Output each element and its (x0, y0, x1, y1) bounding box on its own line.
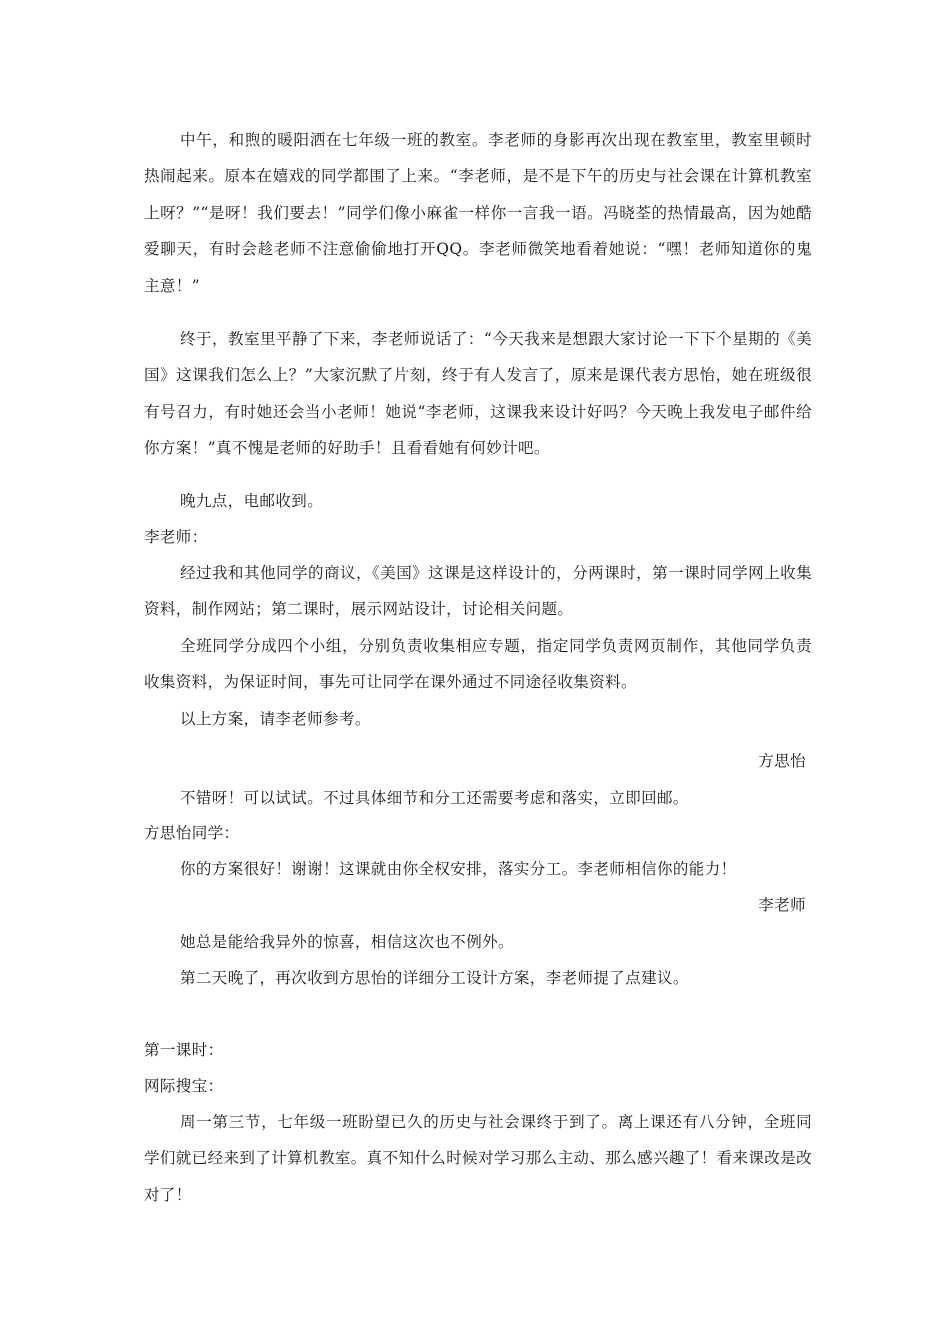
surprise-paragraph (144, 924, 812, 960)
paragraph: 全班同学分成四个小组，分别负责收集相应专题，指定同学负责网页制作，其他同学负责收集资料，为保证时间，事先可让同学在课外通过不同途径收集资料。 (144, 637, 812, 692)
email-body-1 (144, 555, 812, 628)
next-day-paragraph (144, 960, 812, 996)
email-signature: 方思怡 (758, 752, 806, 770)
reply-signature: 李老师 (758, 896, 806, 914)
teacher-comment (144, 780, 812, 816)
paragraph: 周一第三节，七年级一班盼望已久的历史与社会课终于到了。离上课还有八分钟，全班同学们就已经来到了计算机教室。真不知什么时候对学习那么主动、那么感兴趣了！看来课改是改对了！ (144, 1113, 812, 1204)
paragraph: 不错呀！可以试试。不过具体细节和分工还需要考虑和落实，立即回邮。 (180, 789, 689, 807)
opening-paragraph (144, 122, 812, 304)
closing-paragraph (144, 1104, 812, 1213)
lesson-heading: 第一课时： (144, 1041, 224, 1059)
email-received-line (144, 483, 812, 519)
paragraph: 第二天晚了，再次收到方思怡的详细分工设计方案，李老师提了点建议。 (180, 969, 689, 987)
email-body-2 (144, 628, 812, 701)
reply-body (144, 851, 812, 887)
paragraph: 你的方案很好！谢谢！这课就由你全权安排，落实分工。李老师相信你的能力！ (180, 860, 737, 878)
discussion-paragraph (144, 321, 812, 467)
reply-salutation: 方思怡同学： (144, 824, 240, 842)
paragraph: 终于，教室里平静了下来，李老师说话了：“今天我来是想跟大家讨论一下下个星期的《美国》这课我们怎么上？”大家沉默了片刻，终于有人发言了，原来是课代表方思怡，她在班级很有号召力，有时她还会当小老师！她说“李老师，这课我来设计好吗？今天晚上我发电子邮件给你方案！”真不愧是老师的好助手！且看看她有何妙计吧。 (144, 330, 812, 458)
email-body-3 (144, 701, 812, 737)
section-heading: 网际搜宝： (144, 1077, 224, 1095)
paragraph: 经过我和其他同学的商议，《美国》这课是这样设计的，分两课时，第一课时同学网上收集资料，制作网站；第二课时，展示网站设计，讨论相关问题。 (144, 564, 812, 619)
paragraph: 中午，和煦的暖阳洒在七年级一班的教室。李老师的身影再次出现在教室里，教室里顿时热闹起来。原本在嬉戏的同学都围了上来。“李老师，是不是下午的历史与社会课在计算机教室上呀？”“是呀！我们要去！”同学们像小麻雀一样你一言我一语。冯晓荃的热情最高，因为她酷爱聊天，有时会趁老师不注意偷偷地打开QQ。李老师微笑地看着她说：“嘿！老师知道你的鬼主意！” (144, 131, 812, 295)
paragraph: 晚九点，电邮收到。 (180, 492, 324, 510)
paragraph: 她总是能给我异外的惊喜，相信这次也不例外。 (180, 933, 514, 951)
email-salutation: 李老师： (144, 528, 208, 546)
paragraph: 以上方案，请李老师参考。 (180, 710, 371, 728)
